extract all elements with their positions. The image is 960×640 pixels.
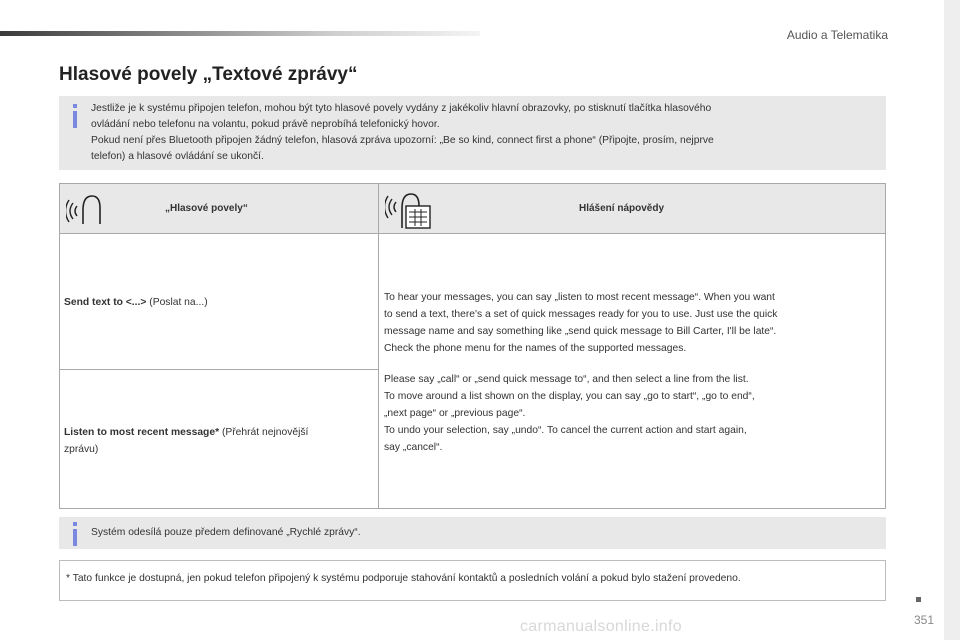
info-line: telefon) a hlasové ovládání se ukončí. [91,151,264,162]
table-header-help [379,184,885,234]
table-header-commands [60,184,379,234]
table-row [60,370,379,508]
page-edge-stripe [944,0,960,640]
column-header-label: „Hlasové povely“ [165,203,248,214]
info-box-connection [59,96,886,170]
info-icon [71,522,79,546]
page-marker [916,597,921,602]
header-gradient-bar [0,31,480,36]
info-line: Pokud není přes Bluetooth připojen žádný telefon, hlasová zpráva upozorní: „Be so kind, connect first a phone“ (Připojte, prosím, nejprve [91,135,714,146]
footnote: * Tato funkce je dostupná, jen pokud telefon připojený k systému podporuje stahování kontaktů a posledních volání a pokud bylo stažení provedeno. [59,560,886,601]
help-paragraph: Please say „call“ or „send quick message to“, and then select a line from the list. To move around a list shown on the display, you can say „go to start“, „go to end“, „next page“ or „previous page“. To undo your selection, say „undo“. To cancel the current action and start again, say „cancel“. [384,374,755,453]
table-row [60,234,379,370]
info-line: ovládání nebo telefonu na volantu, pokud právě neprobíhá telefonický hovor. [91,119,440,130]
page-title: Hlasové povely „Textové zprávy“ [59,64,358,85]
info-line: Jestliže je k systému připojen telefon, mohou být tyto hlasové povely vydány z jakékoliv hlavní obrazovky, po stisknutí tlačítka hlasového [91,103,712,114]
info-text: Systém odesílá pouze předem definované „Rychlé zprávy“. [91,527,361,538]
info-icon [71,104,79,128]
voice-command-icon [66,190,102,228]
voice-commands-table [59,183,886,509]
voice-command-text: Listen to most recent message* (Přehrát nejnovější zprávu) [64,427,309,455]
help-messages-cell [380,234,885,508]
voice-command-text: Send text to <...> (Poslat na...) [64,297,208,308]
page-number: 351 [914,613,935,627]
help-messages-icon [385,188,433,232]
help-paragraph: To hear your messages, you can say „listen to most recent message“. When you want to send a text, there's a set of quick messages ready for you to use. Just use the quick message name and say something like „send quick message to Bill Carter, I'll be late“. Check the phone menu for the names of the supported messages. [384,292,778,354]
column-header-label: Hlášení nápovědy [579,203,665,214]
info-text [91,101,866,165]
section-name: Audio a Telematika [786,28,888,42]
info-box-quick-messages [59,517,886,549]
watermark: carmanualsonline.info [520,618,682,635]
